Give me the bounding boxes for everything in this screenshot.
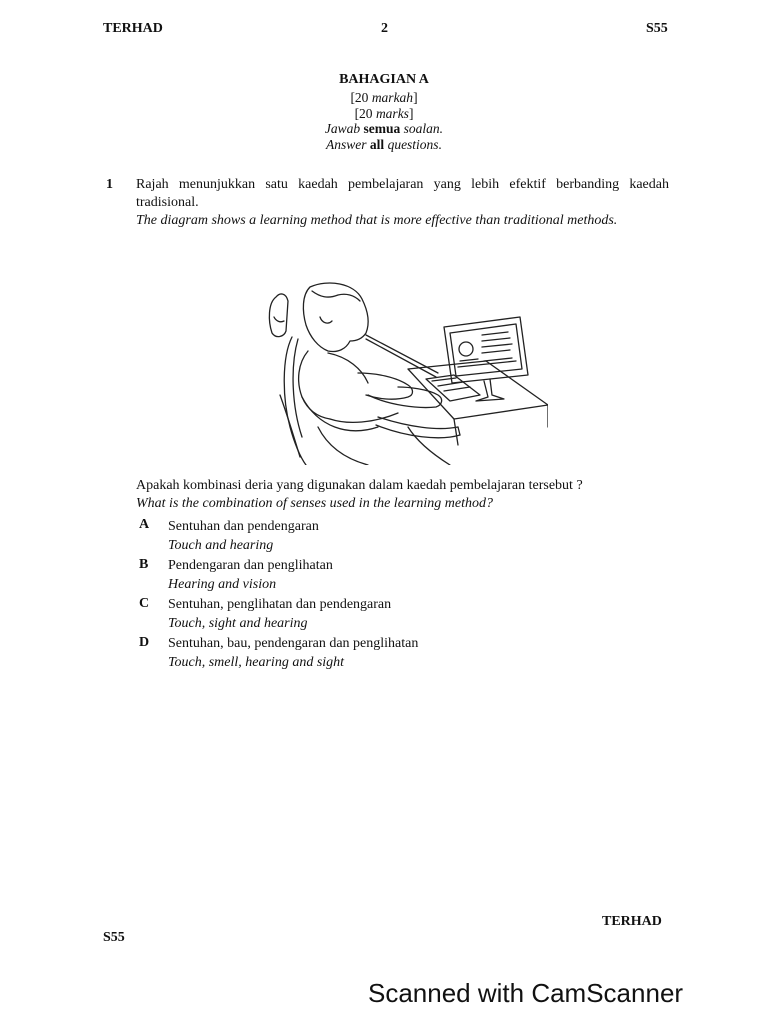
section-title: BAHAGIAN A <box>339 72 429 87</box>
footer-right: TERHAD <box>602 914 662 929</box>
instruction-ms: Jawab semua soalan. <box>324 121 444 136</box>
option-b-letter: B <box>139 557 149 572</box>
question-stem-ms: Rajah menunjukkan satu kaedah pembelajaran yang lebih efektif berbanding kaedah tradisional. <box>136 177 669 210</box>
question-stem-en: The diagram shows a learning method that is more effective than traditional methods. <box>136 213 618 228</box>
scanner-watermark: Scanned with CamScanner <box>368 978 684 1008</box>
person-using-computer-illustration <box>258 277 548 465</box>
marks-ms: [20 markah] <box>350 90 418 105</box>
option-a-ms: Sentuhan dan pendengaran <box>168 519 319 534</box>
prompt-en: What is the combination of senses used in the learning method? <box>136 496 493 511</box>
option-c-letter: C <box>139 596 150 611</box>
question-number: 1 <box>106 177 113 192</box>
option-b-ms: Pendengaran dan penglihatan <box>168 558 333 573</box>
option-a-letter: A <box>139 517 150 532</box>
marks-en: [20 marks] <box>354 106 414 121</box>
page-number: 2 <box>381 21 388 36</box>
instruction-en: Answer all questions. <box>326 137 442 152</box>
prompt-ms: Apakah kombinasi deria yang digunakan dalam kaedah pembelajaran tersebut ? <box>136 478 583 493</box>
option-c-ms: Sentuhan, penglihatan dan pendengaran <box>168 597 392 612</box>
option-d-letter: D <box>139 635 150 650</box>
footer-left: S55 <box>103 930 125 945</box>
header-left: TERHAD <box>103 21 163 36</box>
header-right: S55 <box>646 21 668 36</box>
option-c-en: Touch, sight and hearing <box>168 616 308 631</box>
option-a-en: Touch and hearing <box>168 538 274 553</box>
option-d-en: Touch, smell, hearing and sight <box>168 655 345 670</box>
option-d-ms: Sentuhan, bau, pendengaran dan penglihatan <box>168 636 419 651</box>
option-b-en: Hearing and vision <box>168 577 277 592</box>
